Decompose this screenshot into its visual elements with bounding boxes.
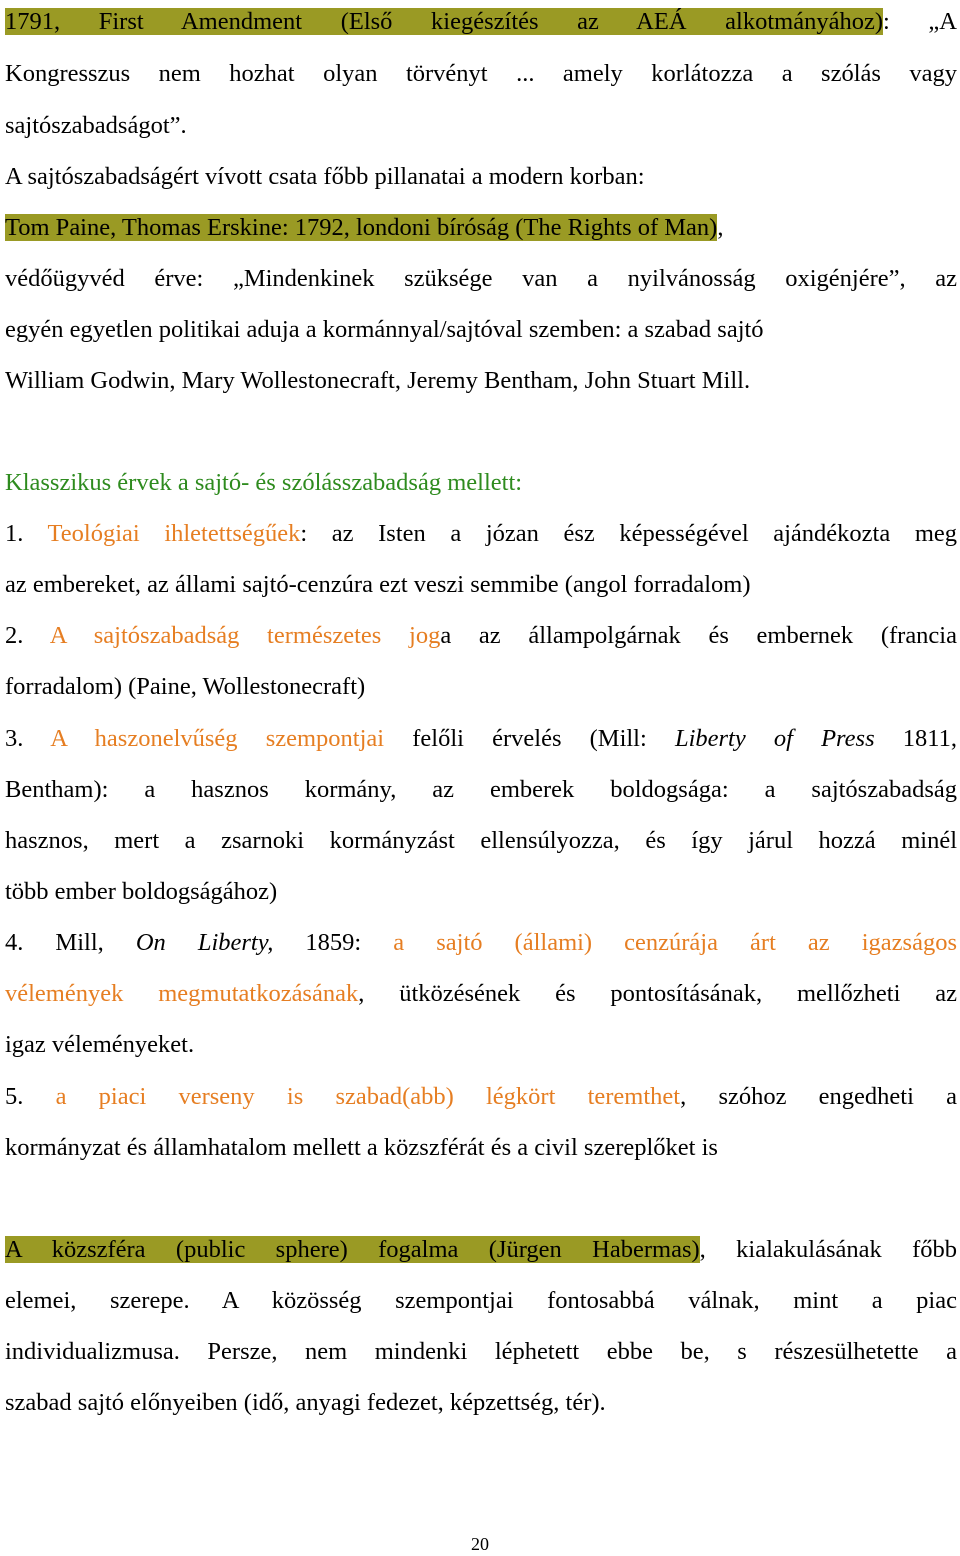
text-line [5, 1233, 957, 1267]
text-span: sajtószabadságot”. [5, 112, 187, 139]
text-span: : „A [882, 8, 957, 35]
text-line [5, 1335, 957, 1369]
page-number: 20 [471, 1534, 489, 1554]
text-line [5, 1386, 957, 1420]
orange-emphasis-text: A haszonelvűség szempontjai [50, 725, 385, 752]
text-line [5, 1131, 957, 1165]
text-line [5, 926, 957, 960]
text-span: védőügyvéd érve: „Mindenkinek szüksége van a nyilvánosság oxigénjére”, az [5, 265, 957, 292]
text-span: 1811, [874, 725, 957, 752]
text-line [5, 109, 957, 143]
text-span: Kongresszus nem hozhat olyan törvényt ... amely korlátozza a szólás vagy [5, 60, 957, 87]
highlighted-text: 1791, First Amendment (Első kiegészítés az AEÁ alkotmányához) [5, 8, 883, 35]
text-line [5, 466, 957, 500]
text-span: , szóhoz engedheti a [680, 1083, 957, 1110]
text-span: , ütközésének és pontosításának, mellőzheti az [358, 980, 957, 1007]
section-heading: Klasszikus érvek a sajtó- és szólásszabadság mellett: [5, 469, 523, 496]
text-span: 1859: [273, 929, 394, 956]
text-span: hasznos, mert a zsarnoki kormányzást ellensúlyozza, és így járul hozzá minél [5, 827, 957, 854]
text-span: több ember boldogságához) [5, 878, 278, 905]
text-span: , kialakulásának főbb [699, 1236, 957, 1263]
text-line [5, 875, 957, 909]
text-line [5, 211, 957, 245]
text-span: 1. [5, 520, 48, 547]
text-line [5, 619, 957, 653]
text-span: individualizmusa. Persze, nem mindenki léphetett ebbe be, s részesülhetette a [5, 1338, 957, 1365]
text-span: egyén egyetlen politikai aduja a kormánnyal/sajtóval szemben: a szabad sajtó [5, 316, 764, 343]
text-span: 5. [5, 1083, 56, 1110]
text-span: : az Isten a józan ész képességével ajándékozta meg [300, 520, 957, 547]
text-span: William Godwin, Mary Wollestonecraft, Jeremy Bentham, John Stuart Mill. [5, 367, 751, 394]
highlighted-text: Tom Paine, Thomas Erskine: 1792, londoni bíróság (The Rights of Man) [5, 214, 718, 241]
text-span: 4. Mill, [5, 929, 136, 956]
text-span: forradalom) (Paine, Wollestonecraft) [5, 673, 366, 700]
text-span: kormányzat és államhatalom mellett a közszférát és a civil szereplőket is [5, 1134, 718, 1161]
text-span: szabad sajtó előnyeiben (idő, anyagi fedezet, képzettség, tér). [5, 1389, 606, 1416]
highlighted-text: A közszféra (public sphere) fogalma (Jürgen Habermas) [5, 1236, 700, 1263]
text-span: 2. [5, 622, 50, 649]
text-line [5, 824, 957, 858]
orange-emphasis-text: a sajtó (állami) cenzúrája árt az igazságos [393, 929, 957, 956]
text-span: A sajtószabadságért vívott csata főbb pillanatai a modern korban: [5, 163, 645, 190]
text-line [5, 568, 957, 602]
text-line [5, 313, 957, 347]
text-line [5, 262, 957, 296]
italic-title: Liberty of Press [674, 725, 875, 752]
text-span: a az állampolgárnak és embernek (francia [440, 622, 957, 649]
text-line [5, 722, 957, 756]
orange-emphasis-text: Teológiai ihletettségűek [47, 520, 301, 547]
text-line [5, 773, 957, 807]
text-line [5, 160, 957, 194]
text-span: elemei, szerepe. A közösség szempontjai fontosabbá válnak, mint a piac [5, 1287, 957, 1314]
text-span: Bentham): a hasznos kormány, az emberek boldogsága: a sajtószabadság [5, 776, 957, 803]
text-span: igaz véleményeket. [5, 1031, 195, 1058]
text-line [5, 1284, 957, 1318]
text-line [5, 364, 957, 398]
text-line [5, 517, 957, 551]
text-line [5, 5, 957, 39]
text-span: , [717, 214, 724, 241]
italic-title: On Liberty, [135, 929, 274, 956]
orange-emphasis-text: A sajtószabadság természetes jog [49, 622, 441, 649]
text-span: felőli érvelés (Mill: [384, 725, 675, 752]
text-line [5, 57, 957, 91]
orange-emphasis-text: vélemények megmutatkozásának [5, 980, 359, 1007]
text-span: 3. [5, 725, 51, 752]
text-line [5, 1028, 957, 1062]
text-line [5, 670, 957, 704]
orange-emphasis-text: a piaci verseny is szabad(abb) légkört teremthet [55, 1083, 681, 1110]
text-line [5, 977, 957, 1011]
text-span: az embereket, az állami sajtó-cenzúra ezt veszi semmibe (angol forradalom) [5, 571, 751, 598]
text-line [5, 1080, 957, 1114]
